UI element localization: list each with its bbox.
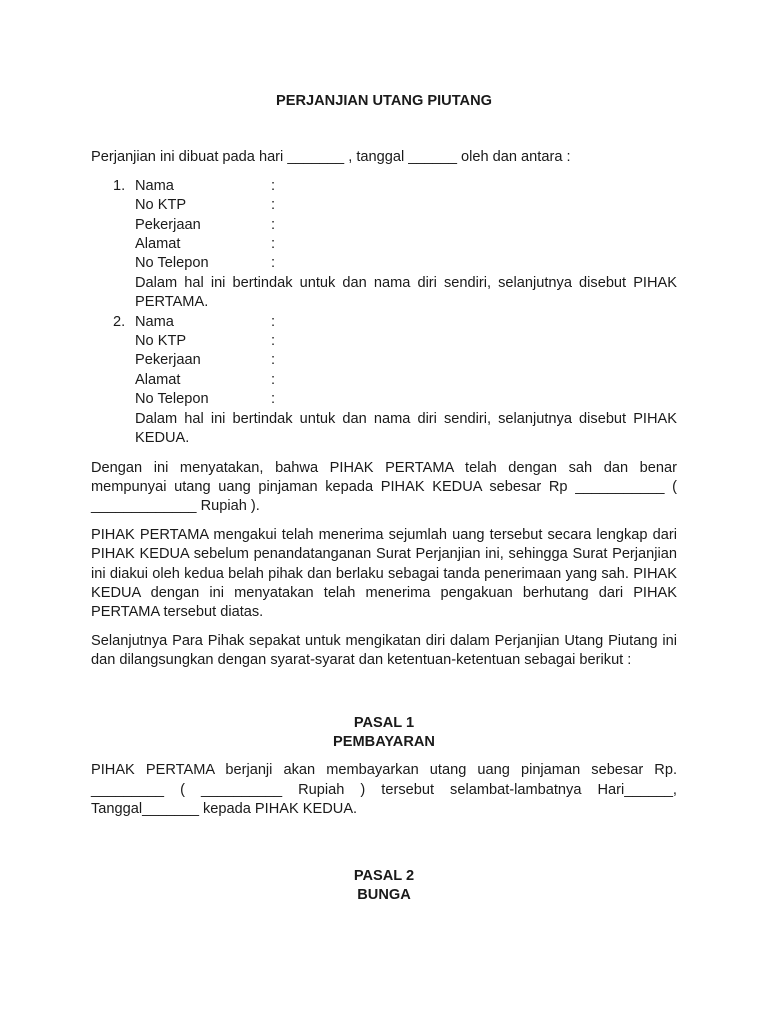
field-colon: : <box>271 216 276 233</box>
field-colon: : <box>271 333 276 350</box>
pasal-2-number: PASAL 2 <box>353 867 415 884</box>
field-colon: : <box>271 177 276 194</box>
field-row-no-ktp <box>135 196 677 215</box>
intro-paragraph: Perjanjian ini dibuat pada hari _______ , tanggal ______ oleh dan antara : <box>91 149 571 166</box>
field-label: No Telepon <box>135 391 209 408</box>
field-colon: : <box>271 371 276 388</box>
field-label: Nama <box>135 313 174 330</box>
spacer <box>91 829 677 867</box>
pasal-2-title: BUNGA <box>357 887 411 903</box>
field-label: Alamat <box>135 236 181 253</box>
party-statement: Dalam hal ini bertindak untuk dan nama diri sendiri, selanjutnya disebut PIHAK KEDUA. <box>135 410 677 447</box>
document-content <box>91 92 677 905</box>
field-colon: : <box>271 313 276 330</box>
pasal-1-title: PEMBAYARAN <box>333 733 435 750</box>
pasal-1-body: PIHAK PERTAMA berjanji akan membayarkan utang uang pinjaman sebesar Rp. _________ ( __________ Rupiah ) tersebut selambat-lambatnya Hari______, Tanggal_______ kepada PIHAK KEDUA. <box>91 762 677 818</box>
pasal-1-number: PASAL 1 <box>353 714 415 731</box>
field-label: No KTP <box>135 197 187 214</box>
document-title: PERJANJIAN UTANG PIUTANG <box>276 93 492 109</box>
field-label: Pekerjaan <box>135 216 201 233</box>
field-row-nama <box>135 313 677 332</box>
field-row-pekerjaan <box>135 351 677 370</box>
field-colon: : <box>271 391 276 408</box>
field-row-no-ktp <box>135 332 677 351</box>
acknowledgement-paragraph: PIHAK PERTAMA mengakui telah menerima sejumlah uang tersebut secara lengkap dari PIHAK KEDUA sebelum penandatanganan Surat Perjanjian ini, sehingga Surat Perjanjian ini diakui oleh kedua belah pihak dan berlaku sebagai tanda penerimaan yang sah. PIHAK KEDUA dengan ini menyatakan telah menerima pengakuan berhutang dari PIHAK PERTAMA tersebut diatas. <box>91 526 677 621</box>
party-first <box>91 177 677 313</box>
parties-list <box>91 177 677 449</box>
field-colon: : <box>271 197 276 214</box>
field-row-pekerjaan <box>135 216 677 235</box>
field-colon: : <box>271 352 276 369</box>
field-colon: : <box>271 236 276 253</box>
field-row-alamat <box>135 235 677 254</box>
party-statement: Dalam hal ini bertindak untuk dan nama diri sendiri, selanjutnya disebut PIHAK PERTAMA. <box>135 274 677 311</box>
party-second <box>91 313 677 449</box>
field-label: Alamat <box>135 371 181 388</box>
party-number: 1. <box>113 177 126 194</box>
field-row-alamat <box>135 371 677 390</box>
field-row-no-telepon <box>135 254 677 273</box>
field-label: Pekerjaan <box>135 352 201 369</box>
field-row-nama <box>135 177 677 196</box>
spacer <box>91 680 677 714</box>
debt-declaration-paragraph: Dengan ini menyatakan, bahwa PIHAK PERTAMA telah dengan sah dan benar mempunyai utang uang pinjaman kepada PIHAK KEDUA sebesar Rp ___________ ( _____________ Rupiah ). <box>91 459 677 515</box>
field-label: Nama <box>135 177 174 194</box>
field-row-no-telepon <box>135 390 677 409</box>
field-label: No Telepon <box>135 255 209 272</box>
agreement-terms-paragraph: Selanjutnya Para Pihak sepakat untuk mengikatan diri dalam Perjanjian Utang Piutang ini dan dilangsungkan dengan syarat-syarat dan ketentuan-ketentuan sebagai berikut : <box>91 632 677 669</box>
field-colon: : <box>271 255 276 272</box>
party-number: 2. <box>113 313 126 330</box>
field-label: No KTP <box>135 333 187 350</box>
